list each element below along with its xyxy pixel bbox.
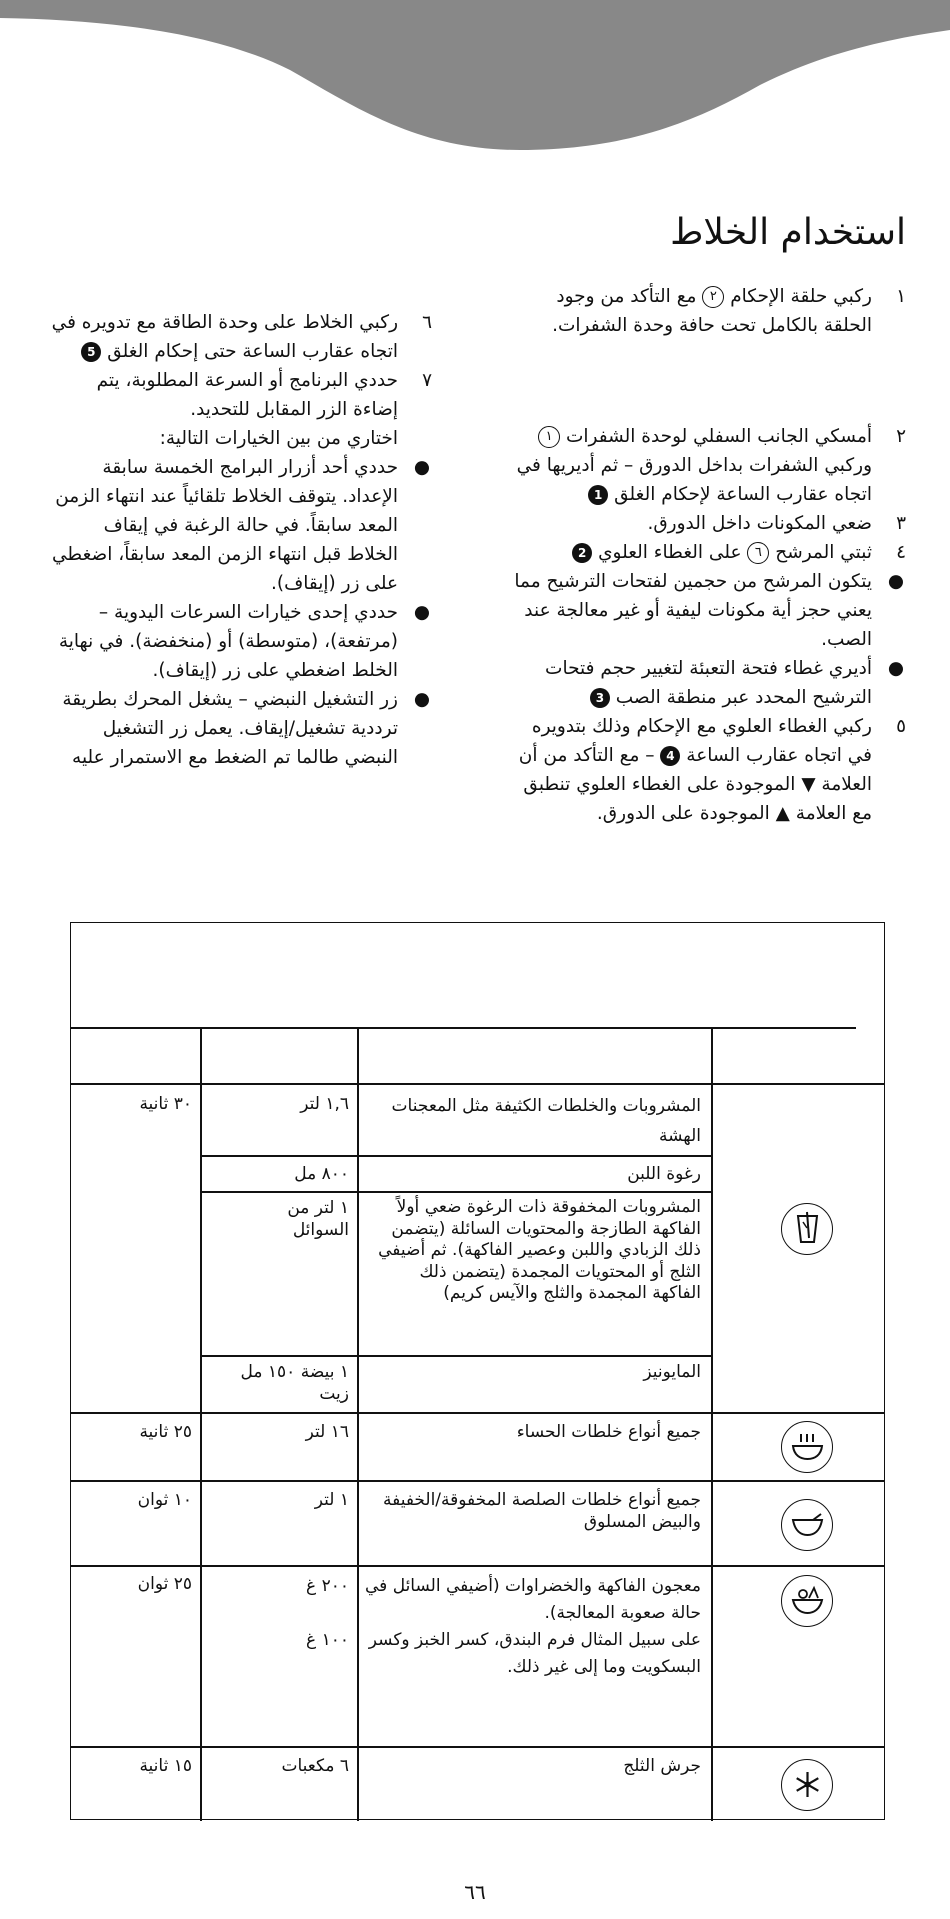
food-cell: معجون الفاكهة والخضراوات (أضيفي السائل في حالة صعوبة المعالجة). xyxy=(365,1576,701,1623)
subrow-line xyxy=(200,1155,711,1157)
figure-number-icon: 5 xyxy=(81,342,101,362)
step-number: ٥ xyxy=(896,716,906,737)
row-line xyxy=(71,1480,884,1482)
part-number-icon: ١ xyxy=(538,426,560,448)
step-number: ٢ xyxy=(896,426,906,447)
time-cell: ١٥ ثانية xyxy=(139,1756,192,1776)
time-cell: ١٠ ثوان xyxy=(137,1490,192,1510)
text: حددي أحد أزرار البرامج الخمسة سابقة الإعداد. يتوقف الخلاط تلقائياً عند انتهاء الزمن المعد سابقاً. في حالة الرغبة في إيقاف الخلاط قبل انتهاء الزمن المعد سابقاً، اضغطي على زر (إيقاف). xyxy=(51,457,398,594)
quantity-cell: ١,٦ لتر xyxy=(300,1094,349,1114)
text: ركبي الخلاط على وحدة الطاقة مع تدويره في اتجاه عقارب الساعة حتى إحكام الغلق xyxy=(51,312,398,362)
text: اختاري من بين الخيارات التالية: xyxy=(159,428,398,449)
step-number: ٤ xyxy=(896,542,906,563)
text: على الغطاء العلوي xyxy=(592,542,748,563)
quantity-cell: ١ بيضة ١٥٠ مل زيت xyxy=(240,1362,349,1404)
step-item xyxy=(47,308,432,366)
text: ثبتي المرشح xyxy=(769,542,872,563)
subrow-line xyxy=(200,1191,711,1193)
text: زر التشغيل النبضي – يشغل المحرك بطريقة ترددية تشغيل/إيقاف. يعمل زر التشغيل النبضي طالما تم الضغط مع الاستمرار عليه xyxy=(62,689,398,768)
spacer xyxy=(511,340,906,422)
page-number: ٦٦ xyxy=(464,1880,486,1904)
figure-number-icon: 1 xyxy=(588,485,608,505)
step-item xyxy=(511,538,906,567)
program-table xyxy=(70,922,885,1820)
step-number: ٧ xyxy=(422,370,432,391)
bullet-icon: ● xyxy=(413,602,430,623)
food-cell: على سبيل المثال فرم البندق، كسر الخبز وكسر البسكويت وما إلى غير ذلك. xyxy=(368,1630,701,1677)
bullet-icon: ● xyxy=(887,658,904,679)
text: أديري غطاء فتحة التعبئة لتغيير حجم فتحات الترشيح المحدد عبر منطقة الصب xyxy=(545,658,872,708)
food-cell: المشروبات المخفوقة ذات الرغوة ضعي أولاً الفاكهة الطازجة والمحتويات السائلة (يتضمن ذلك الزبادي واللبن وعصير الفاكهة). ثم أضيفي الثلج أو المحتويات المجمدة (يتضمن ذلك الفاكهة المجمدة والثلج والآيس كريم) xyxy=(378,1197,701,1303)
text: حددي البرنامج أو السرعة المطلوبة، يتم إضاءة الزر المقابل للتحديد. xyxy=(96,370,398,420)
figure-number-icon: 3 xyxy=(590,688,610,708)
step-item xyxy=(511,509,906,538)
right-column xyxy=(511,282,906,828)
quantity-cell: ٢٠٠ غ xyxy=(306,1576,349,1596)
food-cell: المشروبات والخلطات الكثيفة مثل المعجنات الهشة xyxy=(391,1096,701,1146)
step-number: ٦ xyxy=(422,312,432,333)
bullet-item xyxy=(47,598,432,685)
text: ركبي حلقة الإحكام xyxy=(724,286,872,307)
text: ضعي المكونات داخل الدورق. xyxy=(647,513,872,534)
header-wave xyxy=(0,0,950,160)
text: يتكون المرشح من حجمين لفتحات الترشيح مما يعني حجز أية مكونات ليفية أو غير معالجة عند الصب. xyxy=(514,571,872,650)
text: – مع التأكد من أن العلامة ▼ الموجودة على الغطاء العلوي تنطبق مع العلامة ▲ الموجودة على الدورق. xyxy=(518,745,872,824)
bullet-icon: ● xyxy=(413,457,430,478)
food-cell: جرش الثلج xyxy=(623,1756,701,1776)
subrow-line xyxy=(200,1355,711,1357)
col-line xyxy=(200,1027,202,1821)
time-cell: ٢٥ ثوان xyxy=(137,1574,192,1594)
text: وركبي الشفرات بداخل الدورق – ثم أديريها في اتجاه عقارب الساعة لإحكام الغلق xyxy=(516,455,872,505)
step-number: ١ xyxy=(896,286,906,307)
paragraph xyxy=(47,424,432,453)
ice-crush-icon xyxy=(781,1759,833,1811)
time-cell: ٣٠ ثانية xyxy=(139,1094,192,1114)
figure-number-icon: 2 xyxy=(572,543,592,563)
part-number-icon: ٦ xyxy=(747,542,769,564)
bullet-icon: ● xyxy=(413,689,430,710)
step-item xyxy=(511,712,906,828)
text: أمسكي الجانب السفلي لوحدة الشفرات xyxy=(560,426,872,447)
bullet-item xyxy=(511,654,906,712)
time-cell: ٢٥ ثانية xyxy=(139,1422,192,1442)
row-line xyxy=(71,1083,884,1085)
bullet-item xyxy=(47,453,432,598)
food-cell: جميع أنواع خلطات الحساء xyxy=(516,1422,701,1442)
smoothie-glass-icon xyxy=(781,1203,833,1255)
food-cell: المايونيز xyxy=(643,1362,701,1382)
table-header-line xyxy=(71,1027,856,1029)
bullet-item xyxy=(47,685,432,772)
col-line xyxy=(711,1027,713,1821)
left-column xyxy=(47,308,432,772)
step-item xyxy=(511,282,906,340)
row-line xyxy=(71,1565,884,1567)
step-item xyxy=(47,366,432,424)
quantity-cell: ١ لتر xyxy=(314,1490,349,1510)
bullet-icon: ● xyxy=(887,571,904,592)
food-cell: رغوة اللبن xyxy=(627,1164,701,1184)
quantity-cell: ٨٠٠ مل xyxy=(294,1164,349,1184)
text: ركبي الغطاء العلوي مع الإحكام وذلك بتدويره في اتجاه عقارب الساعة xyxy=(531,716,872,766)
food-cell: جميع أنواع خلطات الصلصة المخفوقة/الخفيفة والبيض المسلوق xyxy=(382,1490,701,1532)
text: مع التأكد من وجود الحلقة بالكامل تحت حافة وحدة الشفرات. xyxy=(552,286,872,336)
col-line xyxy=(357,1027,359,1821)
sauce-bowl-icon xyxy=(781,1499,833,1551)
quantity-cell: ١ لتر من السوائل xyxy=(287,1198,349,1240)
part-number-icon: ٢ xyxy=(702,286,724,308)
quantity-cell: ١٠٠ غ xyxy=(306,1630,349,1650)
row-line xyxy=(71,1412,884,1414)
step-item xyxy=(511,422,906,509)
step-number: ٣ xyxy=(896,513,906,534)
quantity-cell: ٦ مكعبات xyxy=(281,1756,349,1776)
text: حددي إحدى خيارات السرعات اليدوية – (مرتفعة)، (متوسطة) أو (منخفضة). في نهاية الخلط اضغطي على زر (إيقاف). xyxy=(58,602,398,681)
row-line xyxy=(71,1746,884,1748)
fruit-bowl-icon xyxy=(781,1575,833,1627)
bullet-item xyxy=(511,567,906,654)
page-title: استخدام الخلاط xyxy=(670,212,906,253)
soup-bowl-icon xyxy=(781,1421,833,1473)
quantity-cell: ١٦ لتر xyxy=(305,1422,349,1442)
figure-number-icon: 4 xyxy=(660,746,680,766)
